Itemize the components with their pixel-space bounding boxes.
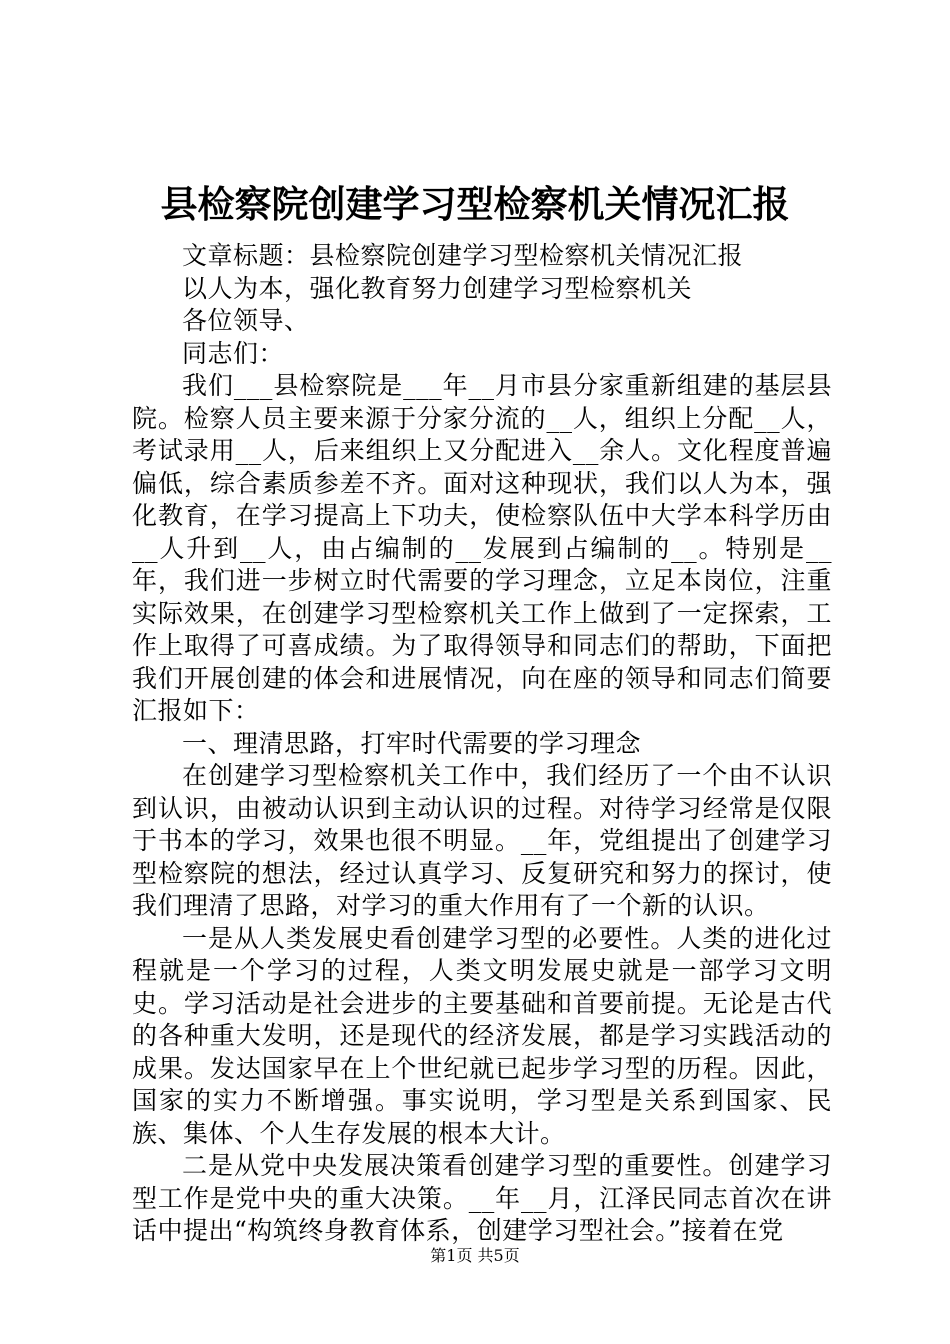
salutation-comrades: 同志们： <box>182 338 285 368</box>
salutation-leaders: 各位领导、 <box>182 306 310 335</box>
body-paragraph: 我们___县检察院是___年__月市县分家重新组建的基层县院。检察人员主要来源于分家分流的__人，组织上分配__人，考试录用__人，后来组织上又分配进入__余人。文化程度普遍偏低，综合素质参差不齐。面对这种现状，我们以人为本，强化教育，在学习提高上下功夫，使检察队伍中大学本科学历由__人升到__人，由占编制的__发展到占编制的__。特别是__年，我们进一步树立时代需要的学习理念，立足本岗位，注重实际效果，在创建学习型检察机关工作上做到了一定探索，工作上取得了可喜成绩。为了取得领导和同志们的帮助，下面把我们开展创建的体会和进展情况，向在座的领导和同志们简要汇报如下： <box>132 371 832 725</box>
body-paragraph: 二是从党中央发展决策看创建学习型的重要性。创建学习型工作是党中央的重大决策。__年__月，江泽民同志首次在讲话中提出“构筑终身教育体系，创建学习型社会。”接着在党 <box>132 1151 832 1245</box>
subtitle-line: 以人为本，强化教育努力创建学习型检察机关 <box>182 273 693 303</box>
document-title: 县检察院创建学习型检察机关情况汇报 <box>160 182 790 226</box>
body-paragraph: 一是从人类发展史看创建学习型的必要性。人类的进化过程就是一个学习的过程，人类文明发展史就是一部学习文明史。学习活动是社会进步的主要基础和首要前提。无论是古代的各种重大发明，还是现代的经济发展，都是学习实践活动的成果。发达国家早在上个世纪就已起步学习型的历程。因此，国家的实力不断增强。事实说明，学习型是关系到国家、民族、集体、个人生存发展的根本大计。 <box>132 923 832 1148</box>
document-body <box>132 240 832 1248</box>
body-paragraph: 在创建学习型检察机关工作中，我们经历了一个由不认识到认识，由被动认识到主动认识的过程。对待学习经常是仅限于书本的学习，效果也很不明显。__年，党组提出了创建学习型检察院的想法，经过认真学习、反复研究和努力的探讨，使我们理清了思路，对学习的重大作用有了一个新的认识。 <box>132 761 832 920</box>
article-title-line: 文章标题：县检察院创建学习型检察机关情况汇报 <box>182 241 744 270</box>
page-number-footer: 第1页 共5页 <box>430 1246 520 1265</box>
section-heading: 一、理清思路，打牢时代需要的学习理念 <box>182 728 642 758</box>
